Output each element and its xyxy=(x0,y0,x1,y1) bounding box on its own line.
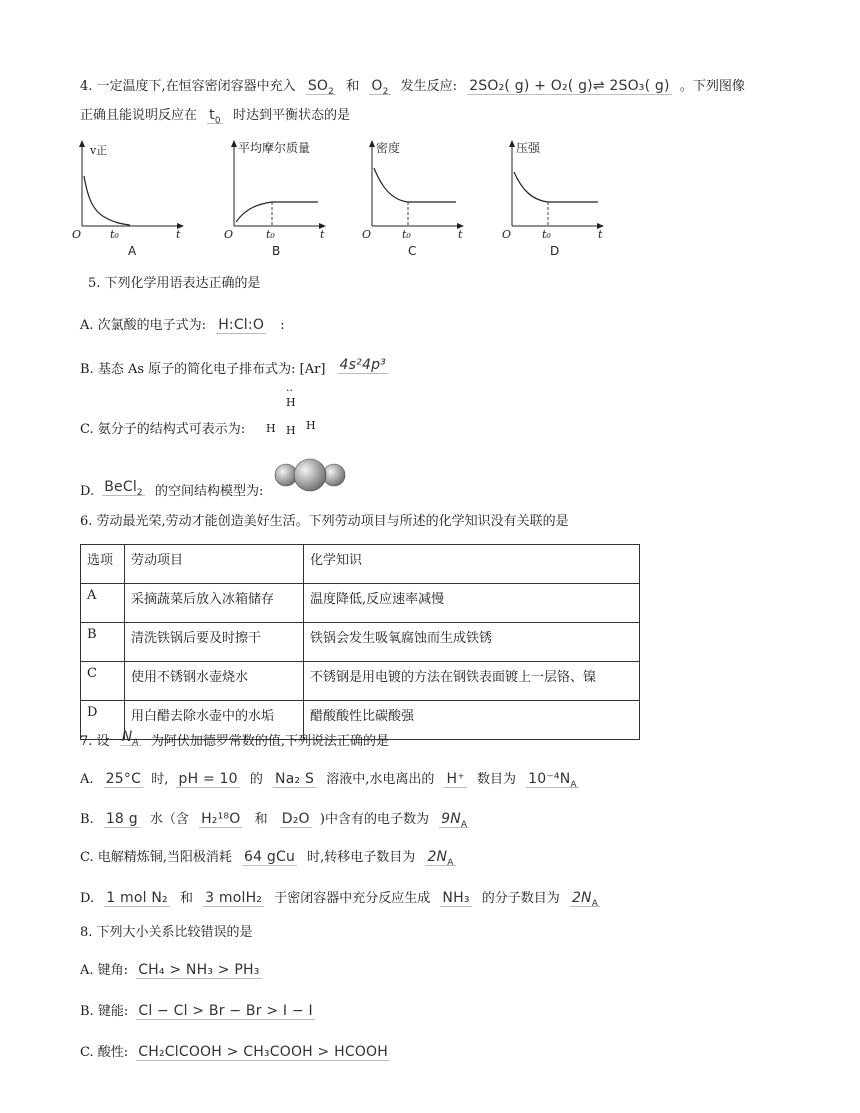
q7-stem-b: 为阿伏加德罗常数的值,下列说法正确的是 xyxy=(150,734,390,749)
q7-c-mid: 时,转移电子数目为 xyxy=(307,850,416,865)
be-atom xyxy=(294,459,326,491)
h-plus: H⁺ xyxy=(446,771,465,787)
graph-a-origin: O xyxy=(72,228,82,241)
q8-stem: 8. 下列大小关系比较错误的是 xyxy=(80,925,253,940)
graph-c-tick: t₀ xyxy=(402,228,411,241)
mass-18g: 18 g xyxy=(105,811,138,827)
q5-d-label: D. xyxy=(80,484,95,499)
q8-option-b xyxy=(80,1002,315,1021)
q6-row-b-option: B xyxy=(81,623,125,662)
q6-header-row xyxy=(81,545,640,584)
q7-b-mid: )中含有的电子数为 xyxy=(319,812,429,827)
q8-option-a xyxy=(80,961,262,980)
q6-header-knowledge: 化学知识 xyxy=(304,545,640,584)
becl2-model xyxy=(272,458,352,496)
q6-row-b-labor: 清洗铁锅后要及时擦干 xyxy=(125,623,304,662)
q5-option-d xyxy=(80,478,263,502)
q7-d-label: D. xyxy=(80,891,95,906)
graph-c-y-arrow xyxy=(369,140,375,147)
graph-a-xlabel: t xyxy=(176,228,181,241)
q5-option-b xyxy=(80,356,388,379)
graph-a-curve xyxy=(84,176,130,225)
ph-10: pH = 10 xyxy=(178,771,238,787)
graph-c-svg xyxy=(360,138,490,258)
mol-h2: 3 molH₂ xyxy=(205,890,263,906)
graph-d-origin: O xyxy=(502,228,512,241)
nh3-structure xyxy=(264,386,324,436)
d2o-formula: D₂O xyxy=(281,811,310,827)
q7-a-shi: 时, xyxy=(151,772,169,787)
becl2-model-svg xyxy=(272,458,352,492)
q6-header-option: 选项 xyxy=(81,545,125,584)
q7-a-label: A. xyxy=(80,772,94,787)
q6-row-a-labor: 采摘蔬菜后放入冰箱储存 xyxy=(125,584,304,623)
q6-row-d-labor: 用白醋去除水壶中的水垢 xyxy=(125,701,304,740)
table-row xyxy=(81,584,640,623)
q7-d-value: $2N_A$ xyxy=(571,890,599,909)
graph-b-ylabel: 平均摩尔质量 xyxy=(238,141,311,155)
reaction-equation: 2SO₂( g) + O₂( g)⇌ 2SO₃( g) xyxy=(469,78,670,94)
q7-c-value: $2N_A$ xyxy=(427,849,454,868)
table-row xyxy=(81,623,640,662)
q4-tail: 。下列图像 xyxy=(679,79,745,94)
q8-b-label: B. 键能: xyxy=(80,1004,129,1019)
q6-row-b-knowledge: 铁锅会发生吸氧腐蚀而生成铁锈 xyxy=(304,623,640,662)
nh3-h-right: H xyxy=(306,419,316,432)
graph-d-xlabel: t xyxy=(598,228,603,241)
graph-a-ylabel: v正 xyxy=(90,144,108,157)
q6-row-a-option: A xyxy=(81,584,125,623)
q5-option-c-label xyxy=(80,421,245,439)
graph-b-letter: B xyxy=(272,244,281,258)
q6-stem: 6. 劳动最光荣,劳动才能创造美好生活。下列劳动项目与所述的化学知识没有关联的是 xyxy=(80,514,569,529)
q5-stem: 5. 下列化学用语表达正确的是 xyxy=(88,276,261,291)
graph-d-letter: D xyxy=(550,244,560,258)
q4-line2 xyxy=(80,106,350,130)
q7-option-d xyxy=(80,889,600,913)
q6-header-labor: 劳动项目 xyxy=(125,545,304,584)
t0-symbol: $t_0$ xyxy=(209,107,221,126)
q4-line1 xyxy=(80,77,745,101)
q7-option-b xyxy=(80,810,469,834)
graph-a-tick: t₀ xyxy=(110,228,119,241)
q6-row-c-knowledge: 不锈钢是用电镀的方法在钢铁表面镀上一层铬、镍 xyxy=(304,662,640,701)
q7-b-value: $9N_A$ xyxy=(441,811,468,830)
bond-energy-formula: Cl − Cl > Br − Br > I − I xyxy=(138,1003,313,1019)
graph-b-curve xyxy=(236,202,318,222)
q7-d-and: 和 xyxy=(179,891,193,906)
bond-angle-formula: CH₄ > NH₃ > PH₃ xyxy=(138,962,260,978)
graph-a-svg xyxy=(70,138,200,258)
q7-a-value: $10^{-4}N_A$ xyxy=(528,771,577,790)
q7-b-label: B. xyxy=(80,812,94,827)
graph-a-letter: A xyxy=(128,244,137,258)
graph-d-tick: t₀ xyxy=(542,228,551,241)
q6-row-d-knowledge: 醋酸酸性比碳酸强 xyxy=(304,701,640,740)
temp-25c: 25°C xyxy=(105,771,142,787)
graph-d-curve xyxy=(514,172,598,202)
q4-stem-line2b: 时达到平衡状态的是 xyxy=(232,108,350,123)
q5-c-text: C. 氨分子的结构式可表示为: xyxy=(80,422,246,437)
graph-c-origin: O xyxy=(362,228,372,241)
q6-row-a-knowledge: 温度降低,反应速率减慢 xyxy=(304,584,640,623)
graph-c xyxy=(360,138,490,262)
q7-c-text: C. 电解精炼铜,当阳极消耗 xyxy=(80,850,232,865)
q5-option-a xyxy=(80,316,285,335)
graph-c-ylabel: 密度 xyxy=(376,141,401,155)
nh3-formula: NH₃ xyxy=(442,890,470,906)
table-row xyxy=(81,662,640,701)
na-symbol: $N_A$ xyxy=(121,729,139,748)
q8-a-label: A. 键角: xyxy=(80,963,129,978)
as-electron-config: 4s²4p³ xyxy=(339,357,386,373)
becl2-formula: BeCl$_2$ xyxy=(104,479,143,498)
q4-stem-text: 4. 一定温度下,在恒容密闭容器中充入 xyxy=(80,79,296,94)
graph-b-tick: t₀ xyxy=(266,228,275,241)
hclo-electron-formula: H:Cl:O xyxy=(218,317,265,333)
graph-d-y-arrow xyxy=(509,140,515,147)
q7-a-mid: 溶液中,水电离出的 xyxy=(326,772,435,787)
q5-a-text: A. 次氯酸的电子式为: xyxy=(80,318,207,333)
nh3-h-top: H xyxy=(286,396,296,409)
so2-formula: $SO_2$ xyxy=(307,78,335,97)
acidity-formula: CH₂ClCOOH > CH₃COOH > HCOOH xyxy=(138,1044,388,1060)
graph-c-letter: C xyxy=(408,244,417,258)
graph-b-xlabel: t xyxy=(320,228,325,241)
graph-b-y-arrow xyxy=(231,140,237,147)
na2s-formula: Na₂ S xyxy=(275,771,315,787)
q5-b-text: B. 基态 As 原子的简化电子排布式为: [Ar] xyxy=(80,362,326,377)
q7-option-a xyxy=(80,770,579,794)
o2-formula: $O_2$ xyxy=(371,78,389,97)
q6-row-c-labor: 使用不锈钢水壶烧水 xyxy=(125,662,304,701)
q5-d-text: 的空间结构模型为: xyxy=(155,484,264,499)
graph-a xyxy=(70,138,200,262)
graph-d-svg xyxy=(500,138,630,258)
q7-stem-a: 7. 设 xyxy=(80,734,110,749)
q4-stem-line2: 正确且能说明反应在 xyxy=(80,108,198,123)
q7-b-and: 和 xyxy=(254,812,268,827)
nh3-lone-pair: ·· xyxy=(286,384,293,397)
mass-64g-cu: 64 gCu xyxy=(244,849,296,865)
graph-a-y-arrow xyxy=(79,140,85,147)
graph-c-xlabel: t xyxy=(458,228,463,241)
q8-c-label: C. 酸性: xyxy=(80,1045,129,1060)
q7-b-water: 水（含 xyxy=(149,812,189,827)
q7-a-de: 的 xyxy=(249,772,263,787)
graph-c-curve xyxy=(374,168,456,202)
q4-react: 发生反应: xyxy=(400,79,458,94)
h2-18o-formula: H₂¹⁸O xyxy=(201,811,241,827)
q6-row-c-option: C xyxy=(81,662,125,701)
nh3-h-mid: H xyxy=(286,424,296,437)
graph-b-svg xyxy=(222,138,352,258)
graph-d-ylabel: 压强 xyxy=(516,141,541,155)
q8-option-c xyxy=(80,1043,390,1062)
graph-d xyxy=(500,138,630,262)
graph-b xyxy=(222,138,352,262)
q7-d-mid: 于密闭容器中充分反应生成 xyxy=(274,891,431,906)
q7-stem xyxy=(80,728,389,752)
q6-row-d-option: D xyxy=(81,701,125,740)
nh3-h-left: H xyxy=(266,422,276,435)
q5-a-tail: : xyxy=(280,318,285,333)
q7-a-count: 数目为 xyxy=(476,772,516,787)
q6-table xyxy=(80,544,640,740)
graph-b-origin: O xyxy=(224,228,234,241)
mol-n2: 1 mol N₂ xyxy=(106,890,168,906)
q4-and: 和 xyxy=(346,79,360,94)
q7-d-count: 的分子数目为 xyxy=(481,891,560,906)
q7-option-c xyxy=(80,848,456,872)
